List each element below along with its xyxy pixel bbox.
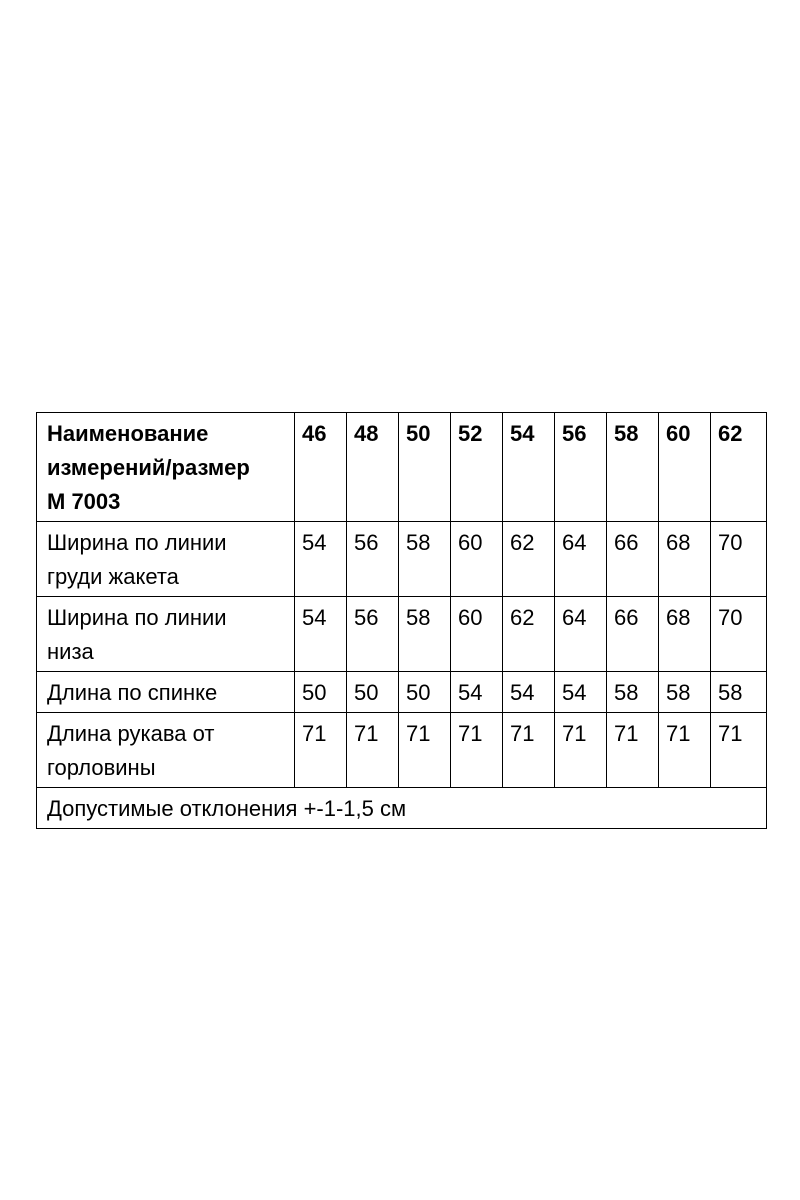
size-header-cell: 56	[555, 413, 607, 522]
value-cell: 54	[295, 522, 347, 597]
value-cell: 71	[503, 713, 555, 788]
value-cell: 68	[659, 597, 711, 672]
value-cell: 62	[503, 522, 555, 597]
value-cell: 68	[659, 522, 711, 597]
value-cell: 62	[503, 597, 555, 672]
value-cell: 54	[451, 672, 503, 713]
value-cell: 71	[347, 713, 399, 788]
value-cell: 50	[295, 672, 347, 713]
value-cell: 54	[555, 672, 607, 713]
value-cell: 50	[399, 672, 451, 713]
value-cell: 71	[607, 713, 659, 788]
value-cell: 71	[555, 713, 607, 788]
row-label-cell	[37, 713, 295, 788]
size-header-cell: 50	[399, 413, 451, 522]
row-label-line: Длина рукава от	[47, 721, 215, 746]
header-label-cell	[37, 413, 295, 522]
value-cell: 54	[503, 672, 555, 713]
value-cell: 56	[347, 522, 399, 597]
value-cell: 58	[659, 672, 711, 713]
value-cell: 58	[399, 597, 451, 672]
tolerance-note: Допустимые отклонения +-1-1,5 см	[37, 788, 767, 829]
row-label-line: горловины	[47, 755, 156, 780]
row-label-line: груди жакета	[47, 564, 179, 589]
value-cell: 71	[451, 713, 503, 788]
table-row	[37, 597, 767, 672]
value-cell: 54	[295, 597, 347, 672]
note-row	[37, 788, 767, 829]
size-header-cell: 60	[659, 413, 711, 522]
row-label-line: низа	[47, 639, 94, 664]
table-row	[37, 522, 767, 597]
size-header-cell: 54	[503, 413, 555, 522]
row-label-line: Ширина по линии	[47, 530, 227, 555]
row-label-cell	[37, 522, 295, 597]
value-cell: 50	[347, 672, 399, 713]
value-cell: 58	[399, 522, 451, 597]
value-cell: 70	[711, 522, 767, 597]
row-label-line: Ширина по линии	[47, 605, 227, 630]
value-cell: 56	[347, 597, 399, 672]
table-row	[37, 713, 767, 788]
value-cell: 58	[607, 672, 659, 713]
row-label-cell	[37, 672, 295, 713]
size-header-cell: 48	[347, 413, 399, 522]
value-cell: 71	[711, 713, 767, 788]
size-header-cell: 46	[295, 413, 347, 522]
size-header-cell: 58	[607, 413, 659, 522]
header-label-line: измерений/размер	[47, 455, 250, 480]
size-header-cell: 52	[451, 413, 503, 522]
header-label-line: Наименование	[47, 421, 209, 446]
value-cell: 66	[607, 522, 659, 597]
value-cell: 71	[295, 713, 347, 788]
size-chart-table	[36, 412, 767, 829]
header-row	[37, 413, 767, 522]
size-header-cell: 62	[711, 413, 767, 522]
value-cell: 60	[451, 597, 503, 672]
header-label-line: М 7003	[47, 489, 121, 514]
value-cell: 58	[711, 672, 767, 713]
value-cell: 70	[711, 597, 767, 672]
value-cell: 60	[451, 522, 503, 597]
row-label-cell	[37, 597, 295, 672]
row-label-line: Длина по спинке	[47, 680, 218, 705]
value-cell: 71	[659, 713, 711, 788]
value-cell: 64	[555, 522, 607, 597]
value-cell: 66	[607, 597, 659, 672]
value-cell: 71	[399, 713, 451, 788]
value-cell: 64	[555, 597, 607, 672]
table-row	[37, 672, 767, 713]
